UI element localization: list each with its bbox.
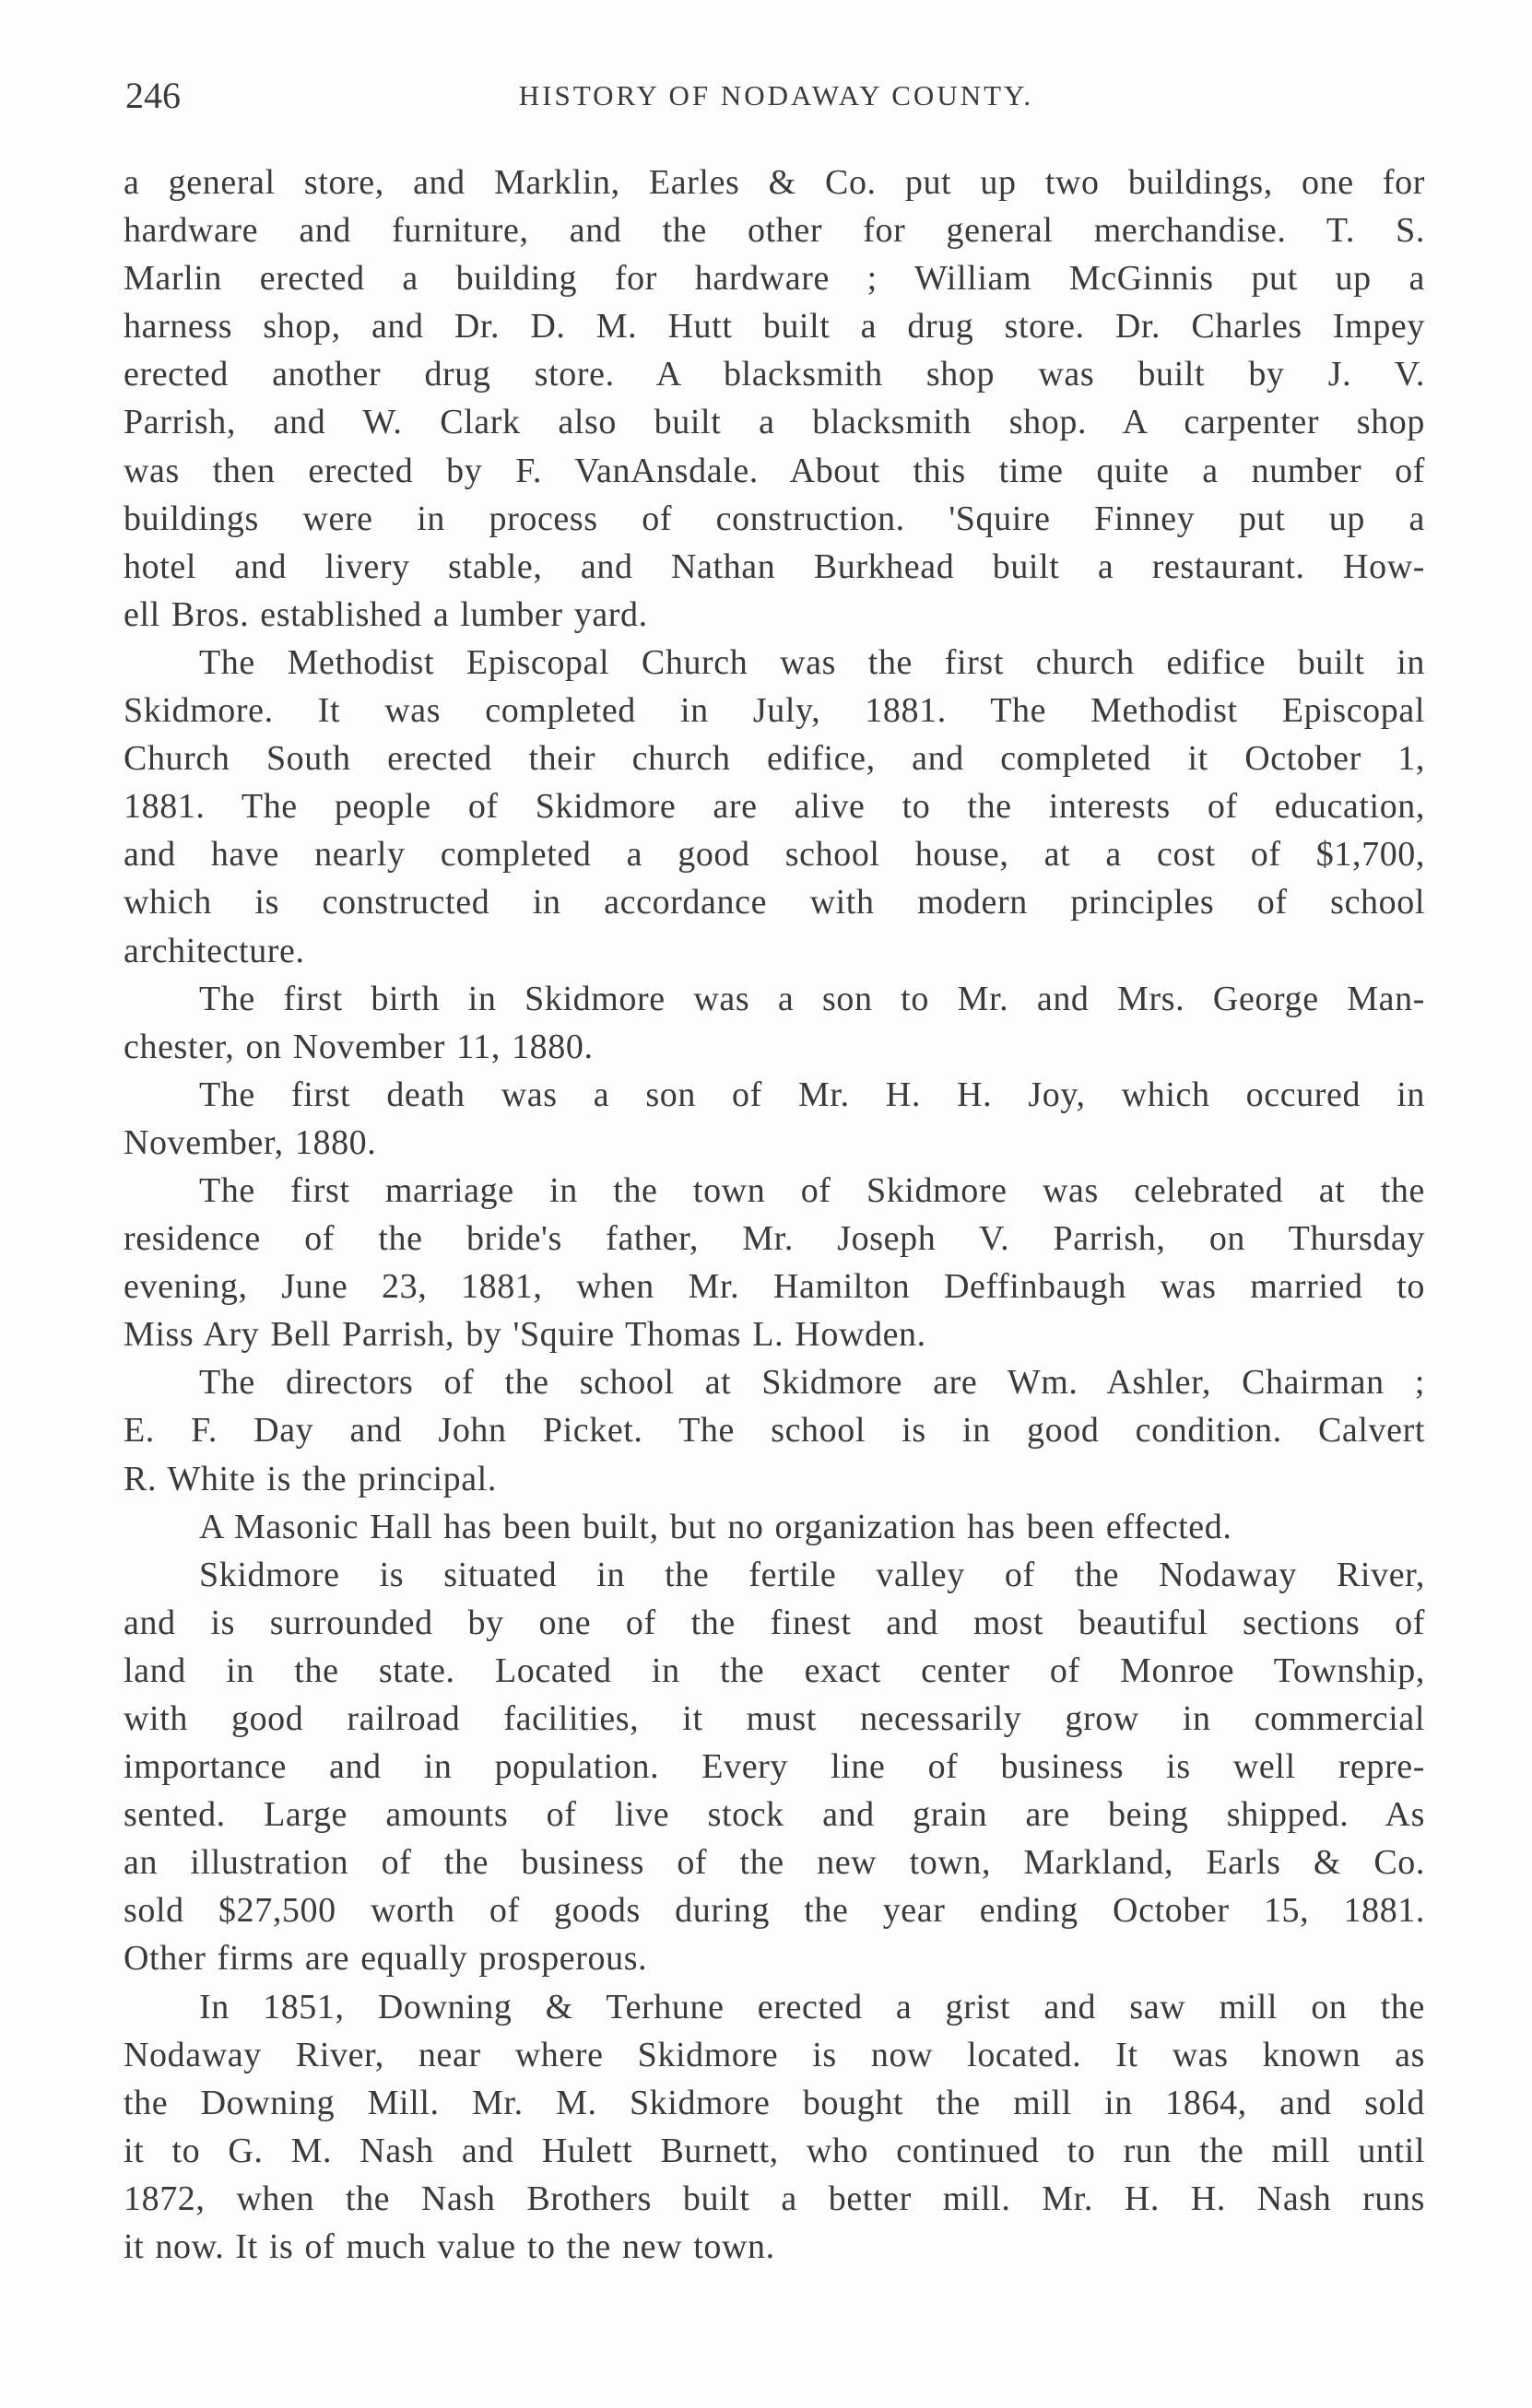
paragraph: [124, 159, 1425, 639]
text-line: hardware and furniture, and the other for general merchandise. T. S.: [124, 211, 1425, 251]
text-line: Marlin erected a building for hardware ; William McGinnis put up a: [124, 259, 1425, 299]
text-line: 1872, when the Nash Brothers built a better mill. Mr. H. H. Nash runs: [124, 2179, 1425, 2218]
text-line: hotel and livery stable, and Nathan Burkhead built a restaurant. How-: [124, 546, 1425, 586]
text-line: harness shop, and Dr. D. M. Hutt built a drug store. Dr. Charles Impey: [124, 307, 1425, 347]
text-line: sented. Large amounts of live stock and grain are being shipped. As: [124, 1795, 1425, 1835]
text-line: architecture.: [124, 931, 305, 970]
paragraph: [124, 1167, 1425, 1358]
text-line: was then erected by F. VanAnsdale. About this time quite a number of: [124, 451, 1425, 490]
paragraph: [124, 1358, 1425, 1502]
text-line: residence of the bride's father, Mr. Joseph V. Parrish, on Thursday: [124, 1219, 1425, 1259]
text-line: Skidmore is situated in the fertile valley of the Nodaway River,: [199, 1555, 1425, 1594]
page-number: 246: [125, 75, 181, 116]
page-body-text: [124, 159, 1425, 2271]
paragraph: [124, 639, 1425, 975]
text-line: buildings were in process of construction. 'Squire Finney put up a: [124, 499, 1425, 538]
text-line: In 1851, Downing & Terhune erected a grist and saw mill on the: [199, 1987, 1425, 2026]
text-line: The Methodist Episcopal Church was the first church edifice built in: [199, 642, 1425, 682]
text-line: ell Bros. established a lumber yard.: [124, 594, 648, 634]
text-line: chester, on November 11, 1880.: [124, 1027, 594, 1066]
text-line: it to G. M. Nash and Hulett Burnett, who continued to run the mill until: [124, 2131, 1425, 2170]
paragraph: [124, 1551, 1425, 1983]
paragraph: [124, 975, 1425, 1071]
text-line: sold $27,500 worth of goods during the year ending October 15, 1881.: [124, 1891, 1425, 1931]
paragraph: [124, 1503, 1425, 1551]
text-line: evening, June 23, 1881, when Mr. Hamilton Deffinbaugh was married to: [124, 1267, 1425, 1307]
text-line: and have nearly completed a good school house, at a cost of $1,700,: [124, 835, 1425, 875]
text-line: which is constructed in accordance with modern principles of school: [124, 883, 1425, 922]
text-line: importance and in population. Every line of business is well repre-: [124, 1747, 1425, 1787]
text-line: The first marriage in the town of Skidmore was celebrated at the: [199, 1170, 1425, 1210]
text-line: a general store, and Marklin, Earles & Co. put up two buildings, one for: [124, 163, 1425, 202]
text-line: the Downing Mill. Mr. M. Skidmore bought the mill in 1864, and sold: [124, 2083, 1425, 2122]
text-line: erected another drug store. A blacksmith shop was built by J. V.: [124, 355, 1425, 394]
text-line: Parrish, and W. Clark also built a blacksmith shop. A carpenter shop: [124, 403, 1425, 442]
text-line: R. White is the principal.: [124, 1459, 497, 1498]
paragraph: [124, 1071, 1425, 1167]
text-line: Nodaway River, near where Skidmore is now located. It was known as: [124, 2035, 1425, 2074]
page-header: [125, 74, 1427, 120]
text-line: 1881. The people of Skidmore are alive to the interests of education,: [124, 787, 1425, 827]
text-line: Other firms are equally prosperous.: [124, 1939, 648, 1979]
running-title: HISTORY OF NODAWAY COUNTY.: [518, 79, 1034, 112]
text-line: and is surrounded by one of the finest and most beautiful sections of: [124, 1603, 1425, 1642]
text-line: E. F. Day and John Picket. The school is in good condition. Calvert: [124, 1411, 1425, 1451]
text-line: Miss Ary Bell Parrish, by 'Squire Thomas L. Howden.: [124, 1315, 926, 1355]
text-line: The first death was a son of Mr. H. H. Joy, which occured in: [199, 1075, 1425, 1114]
text-line: an illustration of the business of the new town, Markland, Earls & Co.: [124, 1843, 1425, 1883]
text-line: The directors of the school at Skidmore are Wm. Ashler, Chairman ;: [199, 1363, 1425, 1403]
text-line: November, 1880.: [124, 1122, 377, 1162]
text-line: it now. It is of much value to the new town.: [124, 2227, 775, 2267]
text-line: The first birth in Skidmore was a son to Mr. and Mrs. George Man-: [199, 979, 1425, 1018]
text-line: A Masonic Hall has been built, but no organization has been effected.: [199, 1507, 1232, 1546]
text-line: with good railroad facilities, it must necessarily grow in commercial: [124, 1699, 1425, 1738]
text-line: Skidmore. It was completed in July, 1881. The Methodist Episcopal: [124, 691, 1425, 731]
text-line: Church South erected their church edifice, and completed it October 1,: [124, 739, 1425, 779]
paragraph: [124, 1983, 1425, 2272]
text-line: land in the state. Located in the exact center of Monroe Township,: [124, 1650, 1425, 1690]
